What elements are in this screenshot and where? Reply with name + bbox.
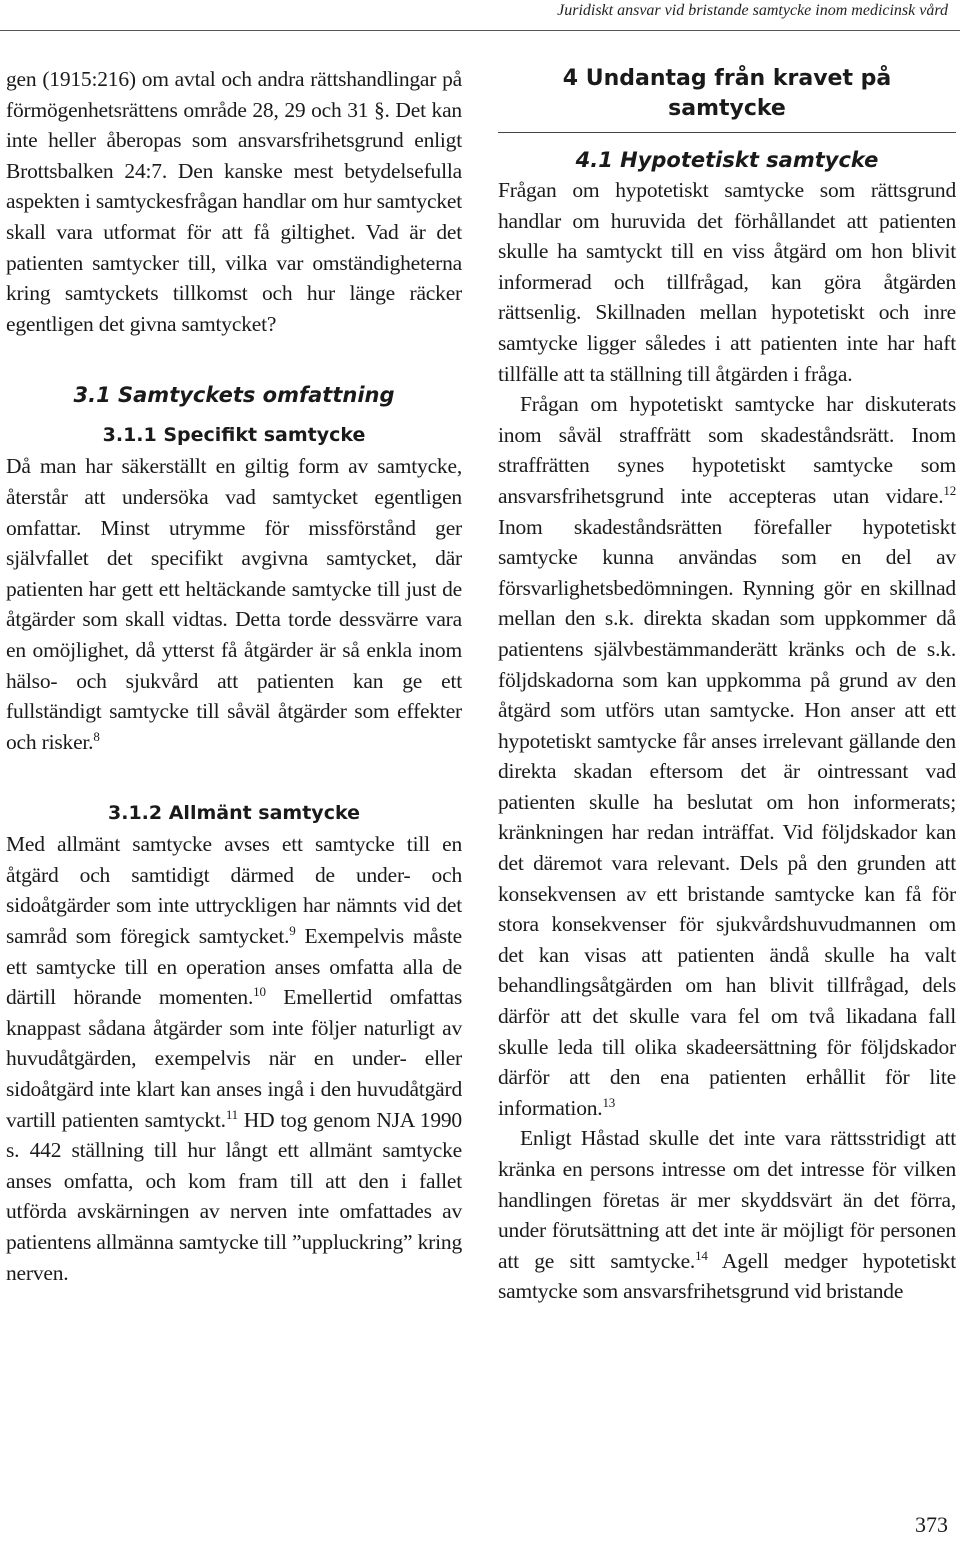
footnote-ref-9: 9 <box>289 923 296 939</box>
footnote-ref-13: 13 <box>602 1094 616 1110</box>
footnote-ref-10: 10 <box>253 984 266 1000</box>
paragraph-2-text-1: Frågan om hypotetiskt samtycke har diskuterats inom såväl straffrätt som skadeståndsrätt. Inom straffrätten synes hypotetiskt samtycke som ansvarsfrihetsgrund inte accepteras utan vidare. <box>498 392 956 508</box>
section-4-1-paragraph-2 <box>498 389 956 1123</box>
right-column <box>498 64 956 1307</box>
chapter-4-heading: 4 Undantag från kravet på samtycke <box>562 66 892 121</box>
section-3-1-1-text: Då man har säkerställt en giltig form av samtycke, återstår att undersöka vad samtycket egentligen omfattar. Minst utrymme för missförstånd ger självfallet det specifikt avgivna samtycket, där patienten har gett ett heltäckande samtycke till just de åtgärder som skall vidtas. Detta torde dessvärre vara en omöjlighet, då ytterst få åtgärder är så enkla inom hälso- och sjukvård att patienten kan ge ett fullständigt samtycke till såväl åtgärder som effekter och risker. <box>6 454 462 754</box>
footnote-ref-14: 14 <box>695 1247 708 1263</box>
section-3-1-1-body <box>6 451 462 757</box>
footnote-ref-12: 12 <box>943 482 956 498</box>
section-4-1-heading: 4.1 Hypotetiskt samtycke <box>575 148 879 172</box>
section-3-1-heading: 3.1 Samtyckets omfattning <box>73 383 395 408</box>
section-3-1-2-heading: 3.1.2 Allmänt samtycke <box>108 802 360 825</box>
intro-paragraph: gen (1915:216) om avtal och andra rättshandlingar på förmögenhetsrättens område 28, 29 och 31 §. Det kan inte heller åberopas som ansvarsfrihetsgrund enligt Brottsbalken 24:7. Den kanske mest betydelsefulla aspekten i samtyckesfrågan handlar om hur samtycket skall vara utformat för att få giltighet. Vad är det patienten samtycker till, vilka var omständigheterna kring samtyckets tillkomst och hur länge räcker egentligen det givna samtycket? <box>6 67 462 336</box>
footnote-ref-8: 8 <box>93 728 100 744</box>
page-number: 373 <box>915 1512 948 1537</box>
left-column <box>6 64 462 1288</box>
chapter-rule <box>498 132 956 133</box>
section-4-1-paragraph-3 <box>498 1123 956 1307</box>
section-3-1-2-text-4: HD tog genom NJA 1990 s. 442 ställning till hur långt ett allmänt samtycke anses omfatta, och kom fram till att den i fallet utförda avskärningen av nerven inte omfattades av patientens allmänna samtycke till ”uppluckring” kring nerven. <box>6 1107 462 1285</box>
paragraph-3-text-2: Agell medger hypotetiskt samtycke som ansvarsfrihetsgrund vid bristande <box>498 1248 956 1304</box>
section-4-1-paragraph-1: Frågan om hypotetiskt samtycke som rättsgrund handlar om huruvida det förhållandet att patienten skulle ha samtyckt till en viss åtgärd om hon blivit informerad och tillfrågad, kan göra åtgärden rättsenlig. Skillnaden mellan hypotetiskt och inre samtycke ligger således i att patienten inte har haft tillfälle att ta ställning till åtgärden i fråga. <box>498 178 956 386</box>
header-rule <box>0 30 960 31</box>
section-3-1-2-text-1: Med allmänt samtycke avses ett samtycke till en åtgärd och samtidigt därmed de under- och sidoåtgärder som inte uttryckligen har nämnts vid det samråd som föregick samtycket. <box>6 832 462 949</box>
paragraph-3-text-1: Enligt Håstad skulle det inte vara rättsstridigt att kränka en persons intresse om det intresse för vilken handlingen företas är mer skyddsvärt än det förra, under förutsättning att det inte är möjligt för personen att ge sitt samtycke. <box>498 1126 956 1273</box>
section-3-1-2-text-2: Exempelvis måste ett samtycke till en operation anses omfatta alla de därtill hörande momenten. <box>6 924 462 1010</box>
section-3-1-2-text-3: Emellertid omfattas knappast sådana åtgärder som inte följer naturligt av huvudåtgärden, exempelvis när en under- eller sidoåtgärd inte klart kan anses ingå i den huvudåtgärd vartill patienten samtyckt. <box>6 985 462 1132</box>
footnote-ref-11: 11 <box>225 1106 238 1122</box>
section-3-1-2-body <box>6 829 462 1288</box>
running-header: Juridiskt ansvar vid bristande samtycke inom medicinsk vård <box>557 2 948 19</box>
section-3-1-1-heading: 3.1.1 Specifikt samtycke <box>102 424 366 447</box>
paragraph-2-text-2: Inom skadeståndsrätten förefaller hypotetiskt samtycke kunna användas som en del av försvarlighetsbedömningen. Rynning gör en skillnad mellan den s.k. direkta skadan som uppkommer då patientens självbestämmanderätt kränks och de s.k. följdskadorna som kan uppkomma på grund av den åtgärd som utförs utan samtycke. Hon anser att ett hypotetiskt samtycke får anses irrelevant gällande den direkta skadan eftersom det är ointressant vad patienten skulle ha beslutat om hon informerats; kränkningen har redan inträffat. Vid följdskador kan det däremot vara relevant. Dels på den grunden att konsekvensen av ett bristande samtycke kan få för stora konsekvenser för sjukvårdshuvudmannen om det kan visas att patienten ändå skulle ha valt behandlingsåtgärden om han blivit tillfrågad, dels därför att det skulle vara fel om två likadana fall skulle leda till olika skadeersättning för följdskador därför att den ena patienten erhållit för lite information. <box>498 514 956 1120</box>
